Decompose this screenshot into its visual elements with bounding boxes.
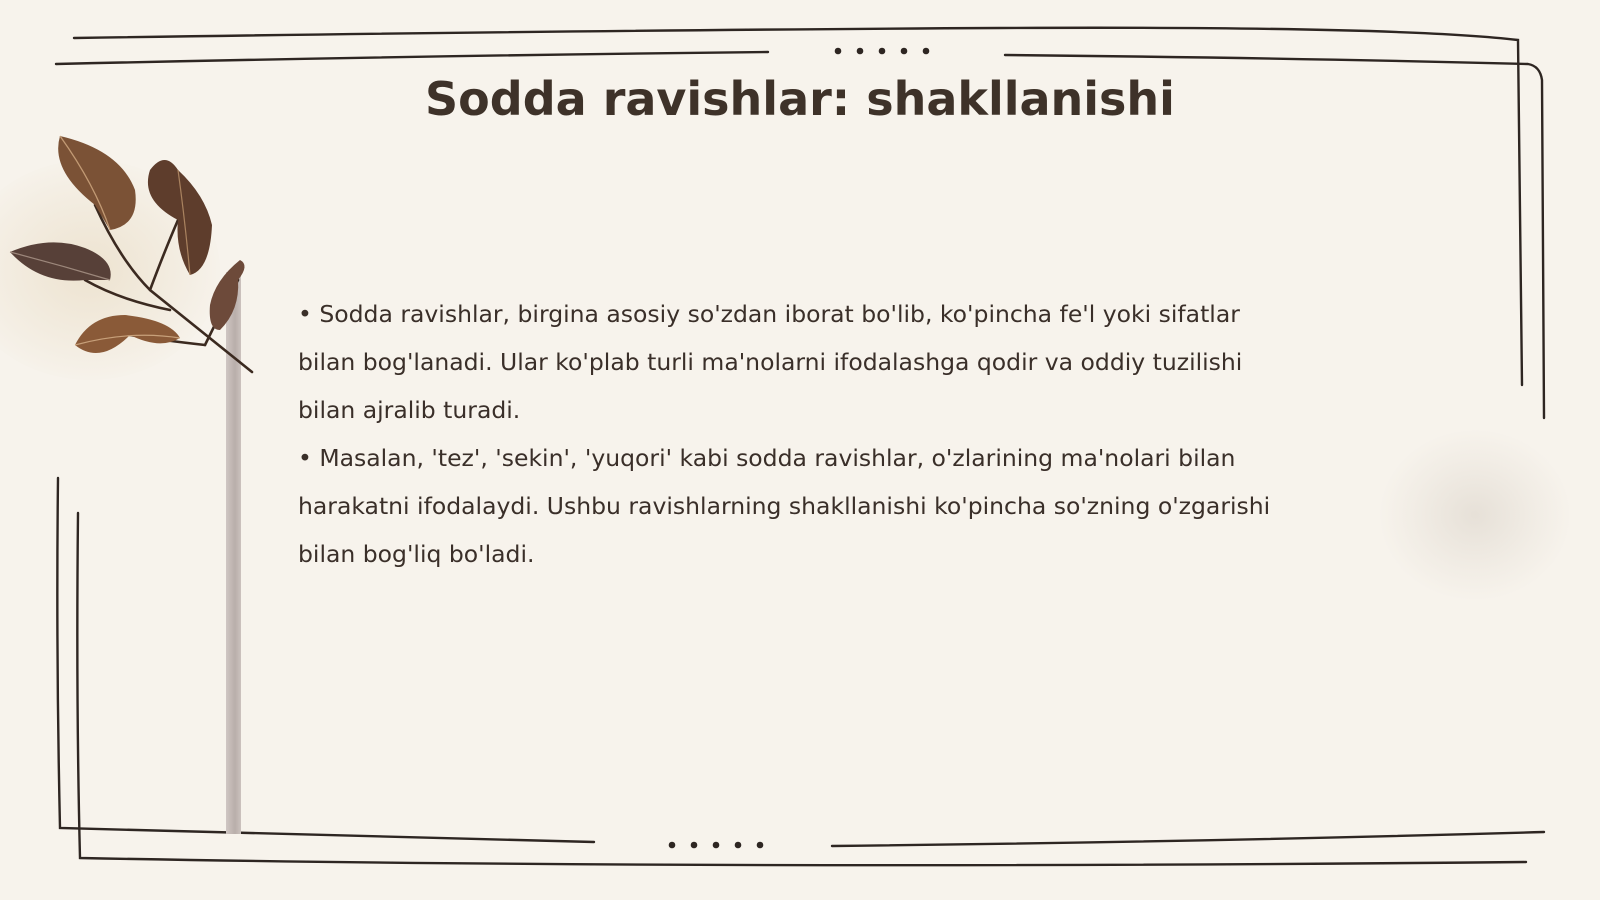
bullet-paragraph: • Masalan, 'tez', 'sekin', 'yuqori' kabi sodda ravishlar, o'zlarining ma'nolari bilan harakatni ifodalaydi. Ushbu ravishlarning shakllanishi ko'pincha so'zning o'zgarishi bilan bog'liq bo'ladi. bbox=[298, 444, 1271, 568]
leaf-branch-icon bbox=[0, 130, 270, 390]
body-text bbox=[298, 290, 1298, 578]
dots-ornament-icon bbox=[669, 842, 764, 849]
slide-title: Sodda ravishlar: shakllanishi bbox=[425, 72, 1175, 126]
bullet-paragraph: • Sodda ravishlar, birgina asosiy so'zdan iborat bo'lib, ko'pincha fe'l yoki sifatlar bilan bog'lanadi. Ular ko'plab turli ma'nolarni ifodalashga qodir va oddiy tuzilishi bilan ajralib turadi. bbox=[298, 300, 1243, 424]
dots-ornament-icon bbox=[835, 48, 930, 55]
